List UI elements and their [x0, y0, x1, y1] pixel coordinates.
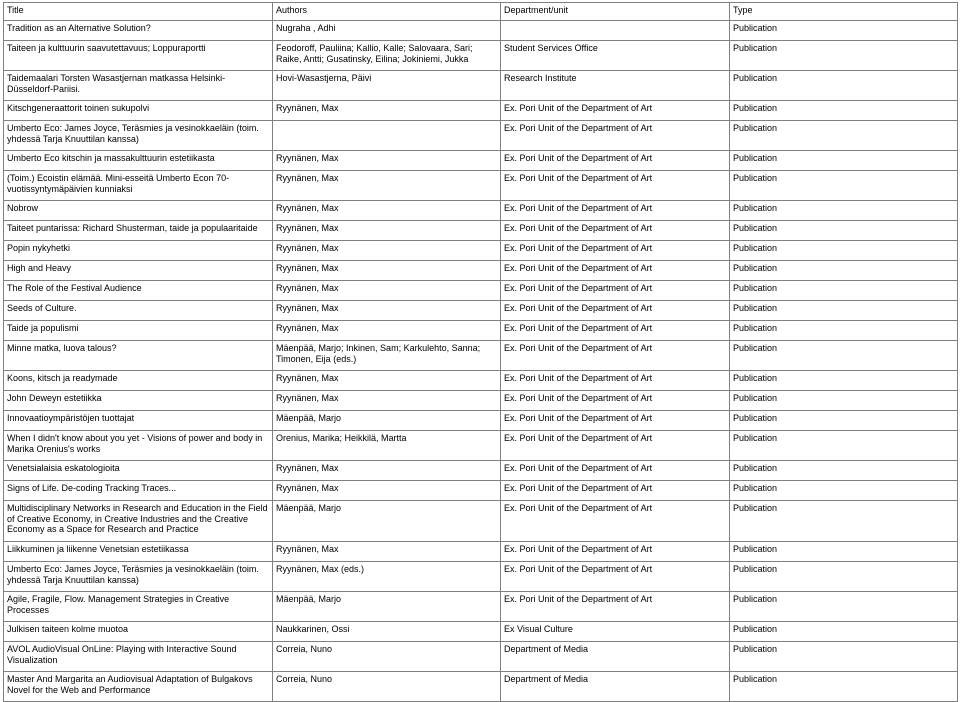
cell-type: Publication — [730, 101, 958, 121]
cell-type: Publication — [730, 221, 958, 241]
table-row — [4, 261, 958, 281]
cell-authors: Ryynänen, Max — [273, 261, 501, 281]
cell-title: When I didn't know about you yet - Visions of power and body in Marika Orenius's works — [4, 431, 273, 461]
cell-department: Department of Media — [501, 642, 730, 672]
table-row — [4, 592, 958, 622]
cell-authors: Mäenpää, Marjo — [273, 411, 501, 431]
table-row — [4, 481, 958, 501]
cell-department: Ex. Pori Unit of the Department of Art — [501, 562, 730, 592]
table-row — [4, 411, 958, 431]
table-row — [4, 101, 958, 121]
cell-authors: Feodoroff, Pauliina; Kallio, Kalle; Salovaara, Sari; Raike, Antti; Gusatinsky, Eilina; Jokiniemi, Jukka — [273, 41, 501, 71]
cell-type: Publication — [730, 592, 958, 622]
cell-type: Publication — [730, 241, 958, 261]
cell-type: Publication — [730, 542, 958, 562]
table-row — [4, 121, 958, 151]
cell-department: Ex. Pori Unit of the Department of Art — [501, 391, 730, 411]
cell-type: Publication — [730, 391, 958, 411]
cell-department: Ex. Pori Unit of the Department of Art — [501, 592, 730, 622]
cell-title: AVOL AudioVisual OnLine: Playing with Interactive Sound Visualization — [4, 642, 273, 672]
cell-type: Publication — [730, 21, 958, 41]
header-type[interactable]: Type — [730, 3, 958, 21]
table-row — [4, 241, 958, 261]
cell-title: Umberto Eco: James Joyce, Teräsmies ja vesinokkaeläin (toim. yhdessä Tarja Knuuttilan kanssa) — [4, 121, 273, 151]
cell-department: Research Institute — [501, 71, 730, 101]
cell-title: Umberto Eco kitschin ja massakulttuurin estetiikasta — [4, 151, 273, 171]
cell-authors: Ryynänen, Max — [273, 151, 501, 171]
table-row — [4, 542, 958, 562]
cell-department: Ex. Pori Unit of the Department of Art — [501, 341, 730, 371]
cell-department: Ex. Pori Unit of the Department of Art — [501, 201, 730, 221]
cell-authors: Ryynänen, Max — [273, 221, 501, 241]
cell-title: Julkisen taiteen kolme muotoa — [4, 622, 273, 642]
cell-department: Ex. Pori Unit of the Department of Art — [501, 411, 730, 431]
cell-type: Publication — [730, 71, 958, 101]
table-row — [4, 562, 958, 592]
cell-authors: Ryynänen, Max — [273, 391, 501, 411]
table-row — [4, 672, 958, 702]
cell-department: Ex. Pori Unit of the Department of Art — [501, 542, 730, 562]
cell-department: Ex. Pori Unit of the Department of Art — [501, 461, 730, 481]
cell-department — [501, 21, 730, 41]
table-row — [4, 642, 958, 672]
cell-authors: Mäenpää, Marjo — [273, 592, 501, 622]
cell-authors: Ryynänen, Max — [273, 241, 501, 261]
cell-type: Publication — [730, 411, 958, 431]
cell-department: Ex. Pori Unit of the Department of Art — [501, 501, 730, 542]
table-row — [4, 71, 958, 101]
cell-type: Publication — [730, 321, 958, 341]
cell-authors: Ryynänen, Max — [273, 171, 501, 201]
table-row — [4, 461, 958, 481]
cell-title: The Role of the Festival Audience — [4, 281, 273, 301]
cell-department: Ex. Pori Unit of the Department of Art — [501, 121, 730, 151]
cell-title: Minne matka, luova talous? — [4, 341, 273, 371]
cell-title: Nobrow — [4, 201, 273, 221]
cell-type: Publication — [730, 672, 958, 702]
cell-type: Publication — [730, 151, 958, 171]
cell-type: Publication — [730, 461, 958, 481]
cell-authors: Hovi-Wasastjerna, Päivi — [273, 71, 501, 101]
cell-title: Taiteen ja kulttuurin saavutettavuus; Loppuraportti — [4, 41, 273, 71]
cell-authors: Ryynänen, Max — [273, 101, 501, 121]
cell-authors: Ryynänen, Max — [273, 321, 501, 341]
cell-type: Publication — [730, 201, 958, 221]
header-row — [4, 3, 958, 21]
table-row — [4, 622, 958, 642]
cell-department: Ex. Pori Unit of the Department of Art — [501, 261, 730, 281]
cell-department: Ex. Pori Unit of the Department of Art — [501, 431, 730, 461]
cell-title: Liikkuminen ja liikenne Venetsian estetiikassa — [4, 542, 273, 562]
table-row — [4, 371, 958, 391]
cell-title: Multidisciplinary Networks in Research and Education in the Field of Creative Economy, in Creative Industries and the Creative Economy as a Space for Research and Practice — [4, 501, 273, 542]
cell-title: Koons, kitsch ja readymade — [4, 371, 273, 391]
cell-department: Ex. Pori Unit of the Department of Art — [501, 101, 730, 121]
cell-authors — [273, 121, 501, 151]
cell-type: Publication — [730, 41, 958, 71]
cell-title: Agile, Fragile, Flow. Management Strategies in Creative Processes — [4, 592, 273, 622]
cell-authors: Mäenpää, Marjo — [273, 501, 501, 542]
cell-authors: Correia, Nuno — [273, 642, 501, 672]
cell-title: Popin nykyhetki — [4, 241, 273, 261]
cell-type: Publication — [730, 281, 958, 301]
cell-title: Umberto Eco: James Joyce, Teräsmies ja vesinokkaeläin (toim. yhdessä Tarja Knuuttilan kanssa) — [4, 562, 273, 592]
table-row — [4, 341, 958, 371]
table-row — [4, 431, 958, 461]
header-authors[interactable]: Authors — [273, 3, 501, 21]
table-row — [4, 171, 958, 201]
cell-type: Publication — [730, 261, 958, 281]
cell-department: Ex. Pori Unit of the Department of Art — [501, 321, 730, 341]
cell-title: Master And Margarita an Audiovisual Adaptation of Bulgakovs Novel for the Web and Performance — [4, 672, 273, 702]
cell-department: Ex. Pori Unit of the Department of Art — [501, 371, 730, 391]
cell-authors: Correia, Nuno — [273, 672, 501, 702]
cell-type: Publication — [730, 642, 958, 672]
cell-title: Taiteet puntarissa: Richard Shusterman, taide ja populaaritaide — [4, 221, 273, 241]
cell-type: Publication — [730, 481, 958, 501]
table-row — [4, 281, 958, 301]
cell-authors: Ryynänen, Max — [273, 481, 501, 501]
cell-title: Signs of Life. De-coding Tracking Traces... — [4, 481, 273, 501]
cell-title: (Toim.) Ecoistin elämää. Mini-esseitä Umberto Econ 70-vuotissyntymäpäivien kunniaksi — [4, 171, 273, 201]
table-row — [4, 201, 958, 221]
cell-type: Publication — [730, 431, 958, 461]
cell-title: John Deweyn estetiikka — [4, 391, 273, 411]
table-row — [4, 301, 958, 321]
cell-department: Ex. Pori Unit of the Department of Art — [501, 301, 730, 321]
cell-department: Ex. Pori Unit of the Department of Art — [501, 241, 730, 261]
table-row — [4, 221, 958, 241]
cell-department: Department of Media — [501, 672, 730, 702]
cell-title: High and Heavy — [4, 261, 273, 281]
publications-table — [3, 2, 958, 702]
cell-title: Taide ja populismi — [4, 321, 273, 341]
cell-type: Publication — [730, 301, 958, 321]
header-title[interactable]: Title — [4, 3, 273, 21]
cell-department: Ex. Pori Unit of the Department of Art — [501, 171, 730, 201]
cell-title: Tradition as an Alternative Solution? — [4, 21, 273, 41]
table-row — [4, 391, 958, 411]
cell-department: Student Services Office — [501, 41, 730, 71]
cell-authors: Ryynänen, Max — [273, 281, 501, 301]
table-row — [4, 151, 958, 171]
cell-department: Ex. Pori Unit of the Department of Art — [501, 481, 730, 501]
cell-department: Ex. Pori Unit of the Department of Art — [501, 221, 730, 241]
cell-title: Taidemaalari Torsten Wasastjernan matkassa Helsinki-Düsseldorf-Pariisi. — [4, 71, 273, 101]
header-department[interactable]: Department/unit — [501, 3, 730, 21]
cell-type: Publication — [730, 371, 958, 391]
cell-title: Innovaatioympäristöjen tuottajat — [4, 411, 273, 431]
cell-authors: Ryynänen, Max (eds.) — [273, 562, 501, 592]
cell-department: Ex. Pori Unit of the Department of Art — [501, 151, 730, 171]
cell-authors: Ryynänen, Max — [273, 301, 501, 321]
cell-department: Ex. Pori Unit of the Department of Art — [501, 281, 730, 301]
cell-authors: Orenius, Marika; Heikkilä, Martta — [273, 431, 501, 461]
cell-authors: Ryynänen, Max — [273, 201, 501, 221]
cell-authors: Mäenpää, Marjo; Inkinen, Sam; Karkulehto, Sanna; Timonen, Eija (eds.) — [273, 341, 501, 371]
cell-authors: Naukkarinen, Ossi — [273, 622, 501, 642]
cell-type: Publication — [730, 171, 958, 201]
cell-type: Publication — [730, 562, 958, 592]
cell-authors: Ryynänen, Max — [273, 461, 501, 481]
table-row — [4, 501, 958, 542]
cell-title: Kitschgeneraattorit toinen sukupolvi — [4, 101, 273, 121]
cell-type: Publication — [730, 501, 958, 542]
cell-type: Publication — [730, 121, 958, 151]
cell-type: Publication — [730, 622, 958, 642]
cell-department: Ex Visual Culture — [501, 622, 730, 642]
cell-title: Venetsialaisia eskatologioita — [4, 461, 273, 481]
table-row — [4, 321, 958, 341]
table-row — [4, 41, 958, 71]
cell-authors: Ryynänen, Max — [273, 542, 501, 562]
table-row — [4, 21, 958, 41]
cell-authors: Nugraha , Adhi — [273, 21, 501, 41]
cell-type: Publication — [730, 341, 958, 371]
cell-title: Seeds of Culture. — [4, 301, 273, 321]
cell-authors: Ryynänen, Max — [273, 371, 501, 391]
